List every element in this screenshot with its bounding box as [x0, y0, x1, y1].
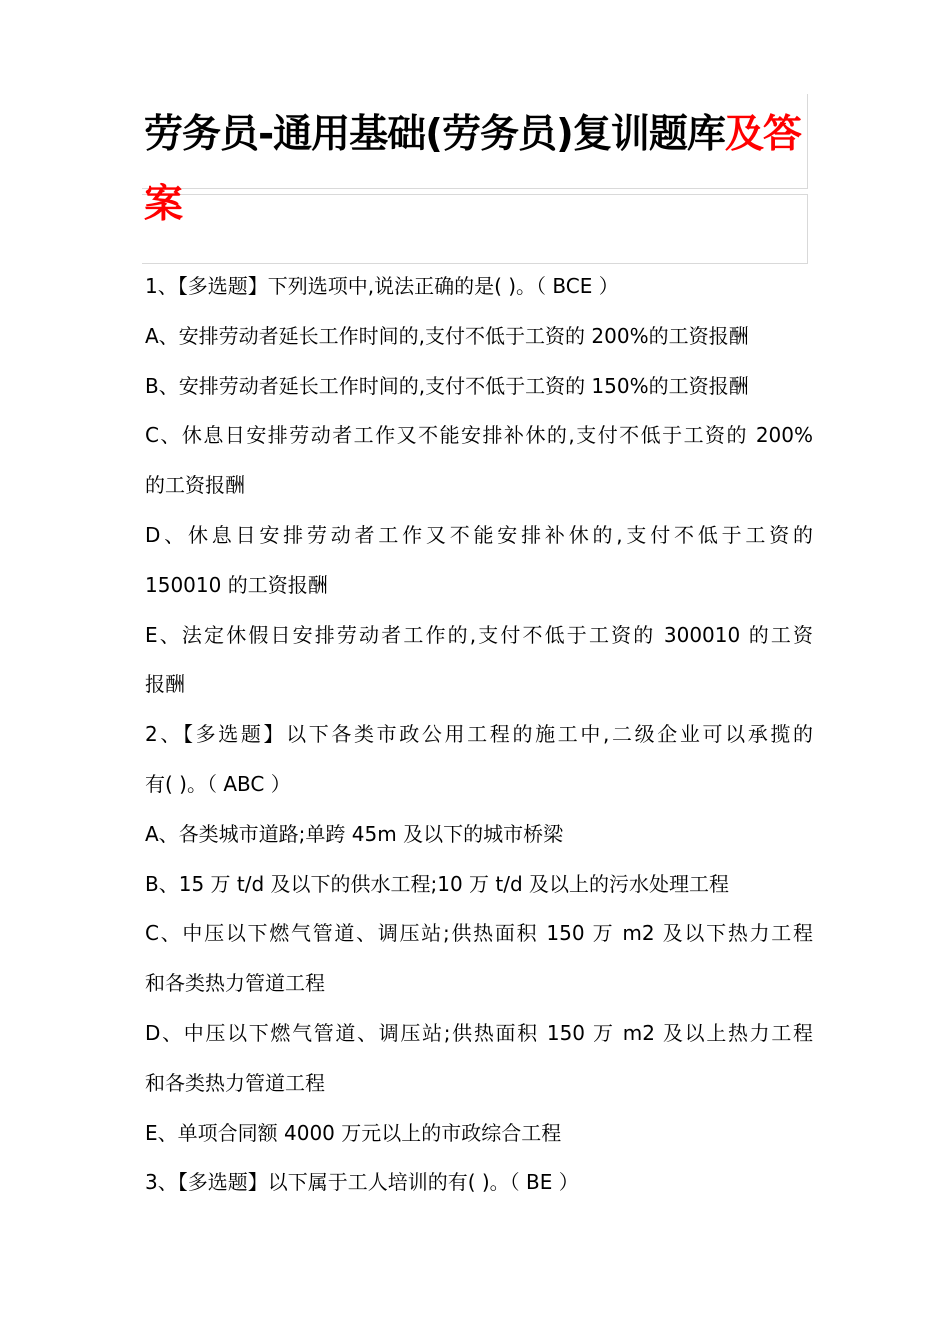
- q1-option-d: D、休息日安排劳动者工作又不能安排补休的,支付不低于工资的: [145, 522, 813, 547]
- q2-stem-cont: 有( )。（ ABC ）: [145, 771, 291, 796]
- q2-option-e: E、单项合同额 4000 万元以上的市政综合工程: [145, 1120, 562, 1145]
- title-main: 劳务员-通用基础(劳务员)复训题库: [144, 112, 725, 157]
- q1-option-b: B、安排劳动者延长工作时间的,支付不低于工资的 150%的工资报酬: [145, 373, 749, 398]
- q2-option-c: C、中压以下燃气管道、调压站;供热面积 150 万 m2 及以下热力工程: [145, 921, 813, 946]
- q2-stem: 2、【多选题】以下各类市政公用工程的施工中,二级企业可以承揽的: [145, 722, 813, 747]
- q1-option-d-cont: 150010 的工资报酬: [145, 572, 328, 597]
- q1-stem: 1、【多选题】下列选项中,说法正确的是( )。（ BCE ）: [145, 274, 619, 298]
- q1-option-c-cont: 的工资报酬: [145, 473, 245, 498]
- q1-option-e-cont: 报酬: [145, 672, 185, 697]
- q2-option-c-cont: 和各类热力管道工程: [145, 971, 325, 996]
- q1-option-a: A、安排劳动者延长工作时间的,支付不低于工资的 200%的工资报酬: [145, 323, 749, 348]
- q3-stem: 3、【多选题】以下属于工人培训的有( )。（ BE ）: [145, 1170, 579, 1195]
- q2-option-d: D、中压以下燃气管道、调压站;供热面积 150 万 m2 及以上热力工程: [145, 1020, 813, 1045]
- document-title: [144, 100, 824, 240]
- q1-option-e: E、法定休假日安排劳动者工作的,支付不低于工资的 300010 的工资: [145, 622, 813, 647]
- title-highlight: 及答案: [144, 112, 801, 227]
- q2-option-b: B、15 万 t/d 及以下的供水工程;10 万 t/d 及以上的污水处理工程: [145, 871, 730, 896]
- q1-option-c: C、休息日安排劳动者工作又不能安排补休的,支付不低于工资的 200%: [145, 423, 813, 448]
- q2-option-a: A、各类城市道路;单跨 45m 及以下的城市桥梁: [145, 821, 564, 846]
- q2-option-d-cont: 和各类热力管道工程: [145, 1070, 325, 1095]
- question-list: [145, 262, 813, 1208]
